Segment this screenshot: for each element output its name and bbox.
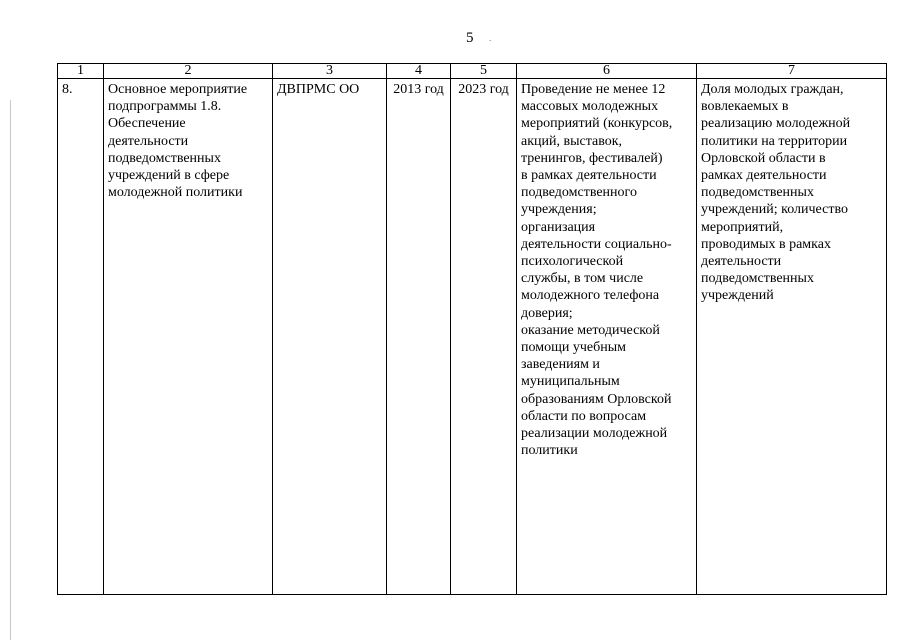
column-header-5: 5 bbox=[451, 64, 517, 79]
expected-result: Проведение не менее 12 массовых молодежных мероприятий (конкурсов, акций, выставок, тренингов, фестивалей) в рамках деятельности подведомственного учреждения; организация деятельности социально- психологической службы, в том числе молодежного телефона доверия; оказание методической помощи учебным заведениям и муниципальным образованиям Орловской области по вопросам реализации молодежной политики bbox=[517, 79, 697, 595]
column-header-7: 7 bbox=[697, 64, 887, 79]
column-header-4: 4 bbox=[387, 64, 451, 79]
page-number: 5 bbox=[466, 30, 474, 46]
end-year: 2023 год bbox=[451, 79, 517, 595]
column-header-2: 2 bbox=[104, 64, 273, 79]
table-row bbox=[58, 79, 887, 595]
event-name: Основное мероприятие подпрограммы 1.8. Обеспечение деятельности подведомственных учреждений в сфере молодежной политики bbox=[104, 79, 273, 595]
executor: ДВПРМС ОО bbox=[273, 79, 387, 595]
indicators: Доля молодых граждан, вовлекаемых в реализацию молодежной политики на территории Орловской области в рамках деятельности подведомственных учреждений; количество мероприятий, проводимых в рамках деятельности подведомственных учреждений bbox=[697, 79, 887, 595]
header-row bbox=[58, 64, 887, 79]
row-number: 8. bbox=[58, 79, 104, 595]
page-mark: . bbox=[489, 33, 492, 43]
scan-edge-line bbox=[10, 100, 11, 640]
start-year: 2013 год bbox=[387, 79, 451, 595]
column-header-6: 6 bbox=[517, 64, 697, 79]
column-header-1: 1 bbox=[58, 64, 104, 79]
column-header-3: 3 bbox=[273, 64, 387, 79]
program-table bbox=[57, 63, 887, 595]
